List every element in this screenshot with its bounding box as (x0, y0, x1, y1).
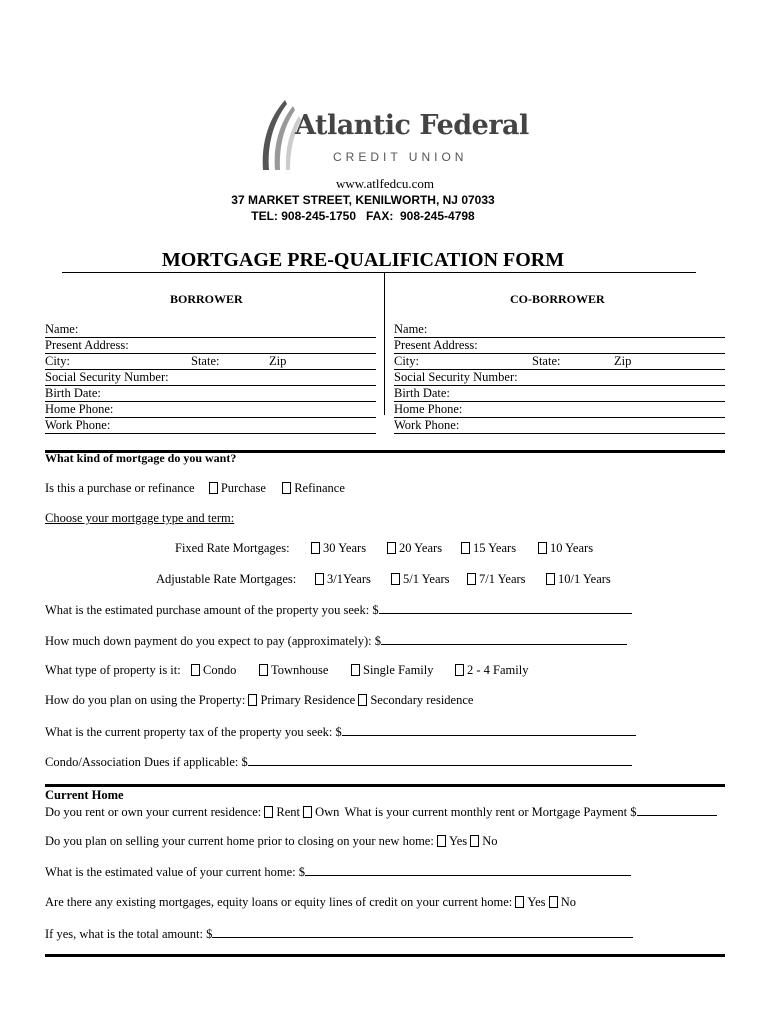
borrower-heading: BORROWER (170, 292, 243, 306)
website: www.atlfedcu.com (335, 176, 435, 191)
down-payment-row: How much down payment do you expect to pay (approximately): $ (45, 633, 627, 649)
fixed-10-option[interactable]: 10 Years (538, 541, 593, 556)
arm-5-1-checkbox[interactable] (391, 573, 400, 585)
borrower-work-phone-field[interactable]: Work Phone: (45, 417, 376, 434)
monthly-payment-field[interactable] (637, 804, 717, 816)
column-divider (384, 273, 385, 415)
fixed-15-option[interactable]: 15 Years (461, 541, 516, 556)
page-title: MORTGAGE PRE-QUALIFICATION FORM (161, 249, 565, 271)
phones: TEL: 908-245-1750 FAX: 908-245-4798 (251, 209, 475, 223)
coborrower-work-phone-field[interactable]: Work Phone: (394, 417, 725, 434)
dues-row: Condo/Association Dues if applicable: $ (45, 754, 632, 770)
selling-row: Do you plan on selling your current home prior to closing on your new home: Yes No (45, 834, 498, 848)
borrower-home-phone-field[interactable]: Home Phone: (45, 401, 376, 418)
arm-3-1-checkbox[interactable] (315, 573, 324, 585)
coborrower-address-field[interactable]: Present Address: (394, 337, 725, 354)
logo-sub-text: CREDIT UNION (333, 150, 468, 164)
coborrower-heading: CO-BORROWER (510, 292, 605, 306)
purchase-amount-field[interactable] (379, 602, 632, 614)
fixed-15-checkbox[interactable] (461, 542, 470, 554)
selling-yes-checkbox[interactable] (437, 835, 446, 847)
current-home-heading: Current Home (45, 788, 124, 802)
condo-checkbox[interactable] (191, 664, 200, 676)
arm-10-1-checkbox[interactable] (546, 573, 555, 585)
arm-label: Adjustable Rate Mortgages: (156, 572, 297, 586)
total-amount-field[interactable] (212, 926, 633, 938)
property-type-label: What type of property is it: (45, 663, 181, 677)
home-value-field[interactable] (305, 864, 631, 876)
coborrower-home-phone-field[interactable]: Home Phone: (394, 401, 725, 418)
existing-loans-row: Are there any existing mortgages, equity loans or equity lines of credit on your current home: Yes No (45, 895, 576, 909)
coborrower-name-field[interactable]: Name: (394, 321, 725, 338)
bottom-rule (45, 954, 725, 957)
arm-7-1-option[interactable]: 7/1 Years (467, 572, 526, 587)
borrower-name-field[interactable]: Name: (45, 321, 376, 338)
coborrower-birth-field[interactable]: Birth Date: (394, 385, 725, 402)
fixed-30-checkbox[interactable] (311, 542, 320, 554)
rent-checkbox[interactable] (264, 806, 273, 818)
total-amount-row: If yes, what is the total amount: $ (45, 926, 633, 942)
logo (255, 98, 529, 172)
single-family-checkbox[interactable] (351, 664, 360, 676)
choose-type-label: Choose your mortgage type and term: (45, 511, 235, 525)
condo-option[interactable]: Condo (191, 663, 236, 678)
mortgage-heading: What kind of mortgage do you want? (45, 451, 237, 465)
current-home-rule (45, 784, 725, 787)
rent-own-row: Do you rent or own your current residence: Rent Own What is your current monthly rent or Mortgage Payment $ (45, 804, 717, 820)
arm-10-1-option[interactable]: 10/1 Years (546, 572, 611, 587)
address: 37 MARKET STREET, KENILWORTH, NJ 07033 (231, 193, 495, 207)
fixed-10-checkbox[interactable] (538, 542, 547, 554)
own-checkbox[interactable] (303, 806, 312, 818)
multi-family-option[interactable]: 2 - 4 Family (455, 663, 528, 678)
borrower-ssn-field[interactable]: Social Security Number: (45, 369, 376, 386)
townhouse-option[interactable]: Townhouse (259, 663, 328, 678)
borrower-address-field[interactable]: Present Address: (45, 337, 376, 354)
arm-7-1-checkbox[interactable] (467, 573, 476, 585)
logo-main-text: Atlantic Federal (295, 110, 529, 141)
fixed-30-option[interactable]: 30 Years (311, 541, 366, 556)
townhouse-checkbox[interactable] (259, 664, 268, 676)
down-payment-field[interactable] (381, 633, 627, 645)
purchase-checkbox[interactable] (209, 482, 218, 494)
property-tax-row: What is the current property tax of the property you seek: $ (45, 724, 636, 740)
fixed-label: Fixed Rate Mortgages: (175, 541, 290, 555)
multi-family-checkbox[interactable] (455, 664, 464, 676)
arm-5-1-option[interactable]: 5/1 Years (391, 572, 450, 587)
arm-3-1-option[interactable]: 3/1Years (315, 572, 371, 587)
purchase-row: Is this a purchase or refinance Purchase Refinance (45, 481, 345, 495)
title-rule (62, 272, 696, 273)
borrower-city-field[interactable]: City: State: Zip (45, 353, 376, 370)
fixed-20-option[interactable]: 20 Years (387, 541, 442, 556)
coborrower-city-field[interactable]: City: State: Zip (394, 353, 725, 370)
primary-residence-checkbox[interactable] (248, 694, 257, 706)
existing-yes-checkbox[interactable] (515, 896, 524, 908)
dues-field[interactable] (248, 754, 632, 766)
home-value-row: What is the estimated value of your current home: $ (45, 864, 631, 880)
fixed-20-checkbox[interactable] (387, 542, 396, 554)
property-use-row: How do you plan on using the Property: Primary Residence Secondary residence (45, 693, 474, 707)
property-tax-field[interactable] (342, 724, 636, 736)
existing-no-checkbox[interactable] (549, 896, 558, 908)
coborrower-ssn-field[interactable]: Social Security Number: (394, 369, 725, 386)
purchase-amount-row: What is the estimated purchase amount of the property you seek: $ (45, 602, 632, 618)
single-family-option[interactable]: Single Family (351, 663, 434, 678)
selling-no-checkbox[interactable] (470, 835, 479, 847)
secondary-residence-checkbox[interactable] (358, 694, 367, 706)
borrower-birth-field[interactable]: Birth Date: (45, 385, 376, 402)
refinance-checkbox[interactable] (282, 482, 291, 494)
